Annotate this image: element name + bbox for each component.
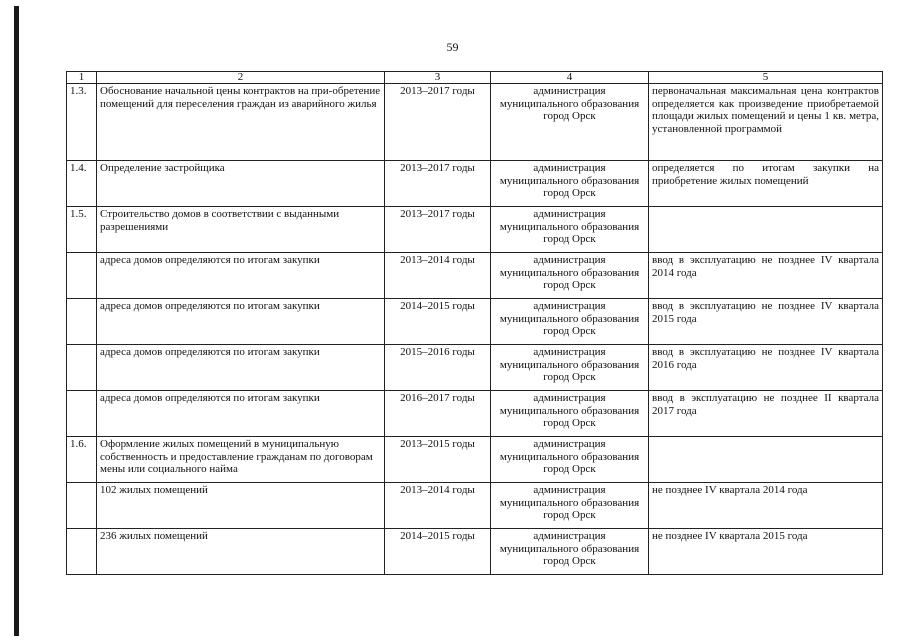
page-number: 59: [446, 40, 459, 54]
table-header-row: [67, 72, 883, 84]
row-number: 1.5.: [67, 207, 97, 253]
row-period: 2015–2016 годы: [385, 345, 491, 391]
header-cell: 3: [385, 72, 491, 84]
row-result: не позднее IV квартала 2015 года: [649, 529, 883, 575]
row-executor: администрация муниципального образования город Орск: [491, 84, 649, 161]
table-row: [67, 391, 883, 437]
table-row: [67, 483, 883, 529]
row-description: адреса домов определяются по итогам закупки: [97, 299, 385, 345]
row-period: 2013–2017 годы: [385, 161, 491, 207]
row-executor: администрация муниципального образования город Орск: [491, 437, 649, 483]
row-result: ввод в эксплуатацию не позднее IV квартала 2014 года: [649, 253, 883, 299]
header-cell: 1: [67, 72, 97, 84]
header-cell: 2: [97, 72, 385, 84]
row-number: 1.4.: [67, 161, 97, 207]
row-description: адреса домов определяются по итогам закупки: [97, 391, 385, 437]
row-result: первоначальная максимальная цена контрактов определяется как произведение приобретаемой площади жилых помещений и цены 1 кв. метра, установленной программой: [649, 84, 883, 161]
row-result: ввод в эксплуатацию не позднее IV квартала 2015 года: [649, 299, 883, 345]
table-row: [67, 84, 883, 161]
row-executor: администрация муниципального образования город Орск: [491, 529, 649, 575]
header-cell: 5: [649, 72, 883, 84]
scan-edge-bar: [14, 6, 19, 636]
row-period: 2016–2017 годы: [385, 391, 491, 437]
row-number: [67, 253, 97, 299]
table-row: [67, 253, 883, 299]
row-executor: администрация муниципального образования город Орск: [491, 253, 649, 299]
row-description: Определение застройщика: [97, 161, 385, 207]
row-number: [67, 391, 97, 437]
header-cell: 4: [491, 72, 649, 84]
row-period: 2013–2015 годы: [385, 437, 491, 483]
row-result: определяется по итогам закупки на приобретение жилых помещений: [649, 161, 883, 207]
measures-table: [66, 71, 883, 575]
table-row: [67, 437, 883, 483]
row-executor: администрация муниципального образования город Орск: [491, 299, 649, 345]
row-description: Строительство домов в соответствии с выданными разрешениями: [97, 207, 385, 253]
row-description: 236 жилых помещений: [97, 529, 385, 575]
row-description: Оформление жилых помещений в муниципальную собственность и предоставление гражданам по договорам мены или социального найма: [97, 437, 385, 483]
table-row: [67, 207, 883, 253]
row-executor: администрация муниципального образования город Орск: [491, 345, 649, 391]
table-row: [67, 529, 883, 575]
row-number: [67, 345, 97, 391]
row-executor: администрация муниципального образования город Орск: [491, 161, 649, 207]
row-period: 2014–2015 годы: [385, 529, 491, 575]
row-period: 2013–2017 годы: [385, 84, 491, 161]
row-description: 102 жилых помещений: [97, 483, 385, 529]
table-row: [67, 345, 883, 391]
row-description: адреса домов определяются по итогам закупки: [97, 253, 385, 299]
row-result: ввод в эксплуатацию не позднее IV квартала 2016 года: [649, 345, 883, 391]
row-number: 1.3.: [67, 84, 97, 161]
row-result: не позднее IV квартала 2014 года: [649, 483, 883, 529]
row-result: [649, 207, 883, 253]
row-number: 1.6.: [67, 437, 97, 483]
row-result: [649, 437, 883, 483]
row-executor: администрация муниципального образования город Орск: [491, 483, 649, 529]
table-row: [67, 299, 883, 345]
row-number: [67, 529, 97, 575]
table-row: [67, 161, 883, 207]
row-description: Обоснование начальной цены контрактов на при-обретение помещений для переселения граждан из аварийного жилья: [97, 84, 385, 161]
row-description: адреса домов определяются по итогам закупки: [97, 345, 385, 391]
row-period: 2013–2014 годы: [385, 253, 491, 299]
row-period: 2014–2015 годы: [385, 299, 491, 345]
row-executor: администрация муниципального образования город Орск: [491, 207, 649, 253]
row-number: [67, 483, 97, 529]
row-period: 2013–2014 годы: [385, 483, 491, 529]
row-result: ввод в эксплуатацию не позднее II квартала 2017 года: [649, 391, 883, 437]
row-executor: администрация муниципального образования город Орск: [491, 391, 649, 437]
row-period: 2013–2017 годы: [385, 207, 491, 253]
row-number: [67, 299, 97, 345]
